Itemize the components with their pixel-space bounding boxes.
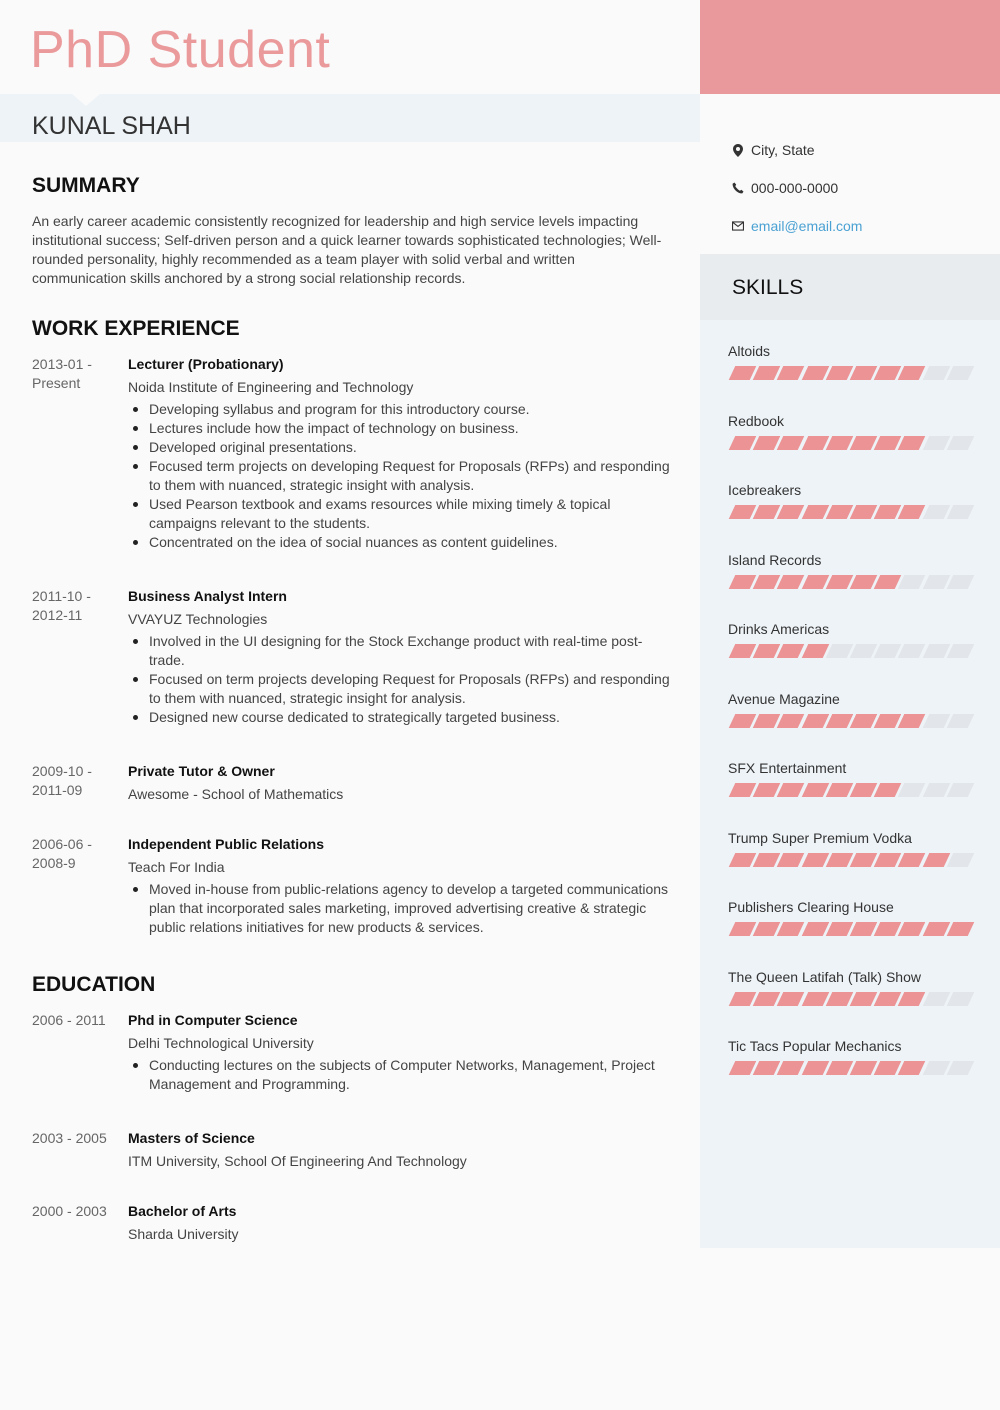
education-degree: Phd in Computer Science (128, 1012, 298, 1028)
skill-level-bar (728, 505, 973, 519)
skill-segment-filled (898, 1061, 926, 1075)
skill-segment-empty (826, 644, 854, 658)
skill-segment-filled (777, 783, 805, 797)
skill-level-bar (728, 436, 973, 450)
skill-segment-filled (826, 992, 854, 1006)
work-date: 2009-10 - 2011-09 (32, 763, 92, 798)
skill-segment-empty (922, 366, 950, 380)
skill-level-bar (728, 644, 973, 658)
skill-item (728, 1037, 973, 1075)
contact-email[interactable] (732, 218, 862, 234)
education-date: 2000 - 2003 (32, 1203, 107, 1219)
skill-name: Publishers Clearing House (728, 899, 894, 915)
skill-segment-filled (850, 366, 878, 380)
location-text: City, State (751, 142, 815, 158)
skill-segment-filled (729, 505, 757, 519)
skill-segment-filled (753, 436, 781, 450)
job-title: PhD Student (30, 21, 331, 79)
job-header (0, 0, 700, 94)
bullet-item: Designed new course dedicated to strategically targeted business. (128, 708, 673, 727)
skill-segment-filled (801, 853, 829, 867)
education-school: Delhi Technological University (128, 1035, 314, 1051)
bullet-item: Focused term projects on developing Request for Proposals (RFPs) and responding to them with nuanced, strategic insight with analysis. (128, 457, 673, 495)
skill-item (728, 759, 973, 797)
skill-name: Icebreakers (728, 482, 802, 498)
skill-segment-filled (777, 644, 805, 658)
skill-segment-filled (850, 783, 878, 797)
skill-segment-filled (801, 644, 829, 658)
skill-segment-filled (801, 922, 829, 936)
skill-segment-empty (947, 1061, 975, 1075)
skill-segment-filled (801, 505, 829, 519)
work-role: Independent Public Relations (128, 836, 325, 852)
skill-segment-filled (826, 1061, 854, 1075)
skill-segment-filled (850, 714, 878, 728)
skill-segment-filled (729, 853, 757, 867)
skill-segment-empty (947, 992, 975, 1006)
skill-segment-filled (729, 575, 757, 589)
skill-segment-filled (922, 922, 950, 936)
education-degree: Masters of Science (128, 1130, 255, 1146)
skill-segment-empty (850, 644, 878, 658)
skill-segment-filled (801, 575, 829, 589)
skill-name: Drinks Americas (728, 621, 830, 637)
phone-text: 000-000-0000 (751, 180, 839, 196)
skill-segment-filled (753, 714, 781, 728)
skill-segment-filled (729, 783, 757, 797)
skill-segment-filled (777, 1061, 805, 1075)
accent-block (700, 0, 1000, 94)
bullet-item: Concentrated on the idea of social nuances as content guidelines. (128, 533, 673, 552)
skill-level-bar (728, 1061, 973, 1075)
skill-segment-empty (947, 714, 975, 728)
name-band-notch (72, 94, 100, 106)
contact-info (700, 94, 1000, 254)
skill-segment-empty (922, 783, 950, 797)
skill-segment-filled (729, 644, 757, 658)
skill-segment-filled (729, 714, 757, 728)
skill-name: Tic Tacs Popular Mechanics (728, 1038, 902, 1054)
sidebar (700, 0, 1000, 1410)
skill-name: Trump Super Premium Vodka (728, 829, 912, 846)
education-bullets (128, 1056, 673, 1094)
skill-segment-filled (777, 575, 805, 589)
name-band (0, 94, 700, 142)
bullet-item: Developed original presentations. (128, 438, 673, 457)
skill-segment-empty (922, 644, 950, 658)
envelope-icon (732, 219, 744, 233)
skill-segment-filled (850, 1061, 878, 1075)
summary-text: An early career academic consistently recognized for leadership and high service levels impacting institutional success; Self-driven person and a quick learner towards sophisticated technologies; Well-rounded personality, highly recommended as a team player with solid verbal and written communication skills anchored by a strong social relationship records. (32, 213, 662, 286)
skill-segment-empty (898, 783, 926, 797)
skill-segment-empty (947, 853, 975, 867)
location-pin-icon (732, 143, 744, 157)
skill-item (728, 968, 973, 1006)
work-date: 2013-01 - Present (32, 356, 92, 391)
skill-segment-filled (729, 436, 757, 450)
contact-phone (732, 180, 838, 196)
skill-segment-empty (947, 436, 975, 450)
skill-segment-filled (850, 575, 878, 589)
skill-segment-filled (801, 436, 829, 450)
skill-segment-filled (898, 436, 926, 450)
skill-segment-empty (898, 575, 926, 589)
phone-icon (732, 181, 744, 195)
skill-segment-filled (826, 575, 854, 589)
bullet-item: Moved in-house from public-relations agency to develop a targeted communications plan that incorporated sales marketing, improved advertising creative & strategic public relations initiatives for new products & services. (128, 880, 673, 937)
skill-segment-filled (898, 505, 926, 519)
skill-segment-filled (898, 853, 926, 867)
skill-segment-empty (922, 992, 950, 1006)
skill-segment-filled (874, 714, 902, 728)
bullet-item: Focused on term projects developing Request for Proposals (RFPs) and responding to them with nuanced, strategic insight for analysis. (128, 670, 673, 708)
skill-segment-filled (777, 922, 805, 936)
bullet-item: Used Pearson textbook and exams resources while mixing timely & topical campaigns relevant to the students. (128, 495, 673, 533)
skill-segment-filled (922, 853, 950, 867)
skill-segment-filled (850, 992, 878, 1006)
skill-name: Island Records (728, 551, 822, 568)
skill-segment-empty (922, 575, 950, 589)
skill-level-bar (728, 853, 973, 867)
skill-segment-empty (947, 505, 975, 519)
skill-segment-empty (922, 436, 950, 450)
skill-item (728, 342, 973, 380)
skill-segment-filled (729, 992, 757, 1006)
work-role: Private Tutor & Owner (128, 763, 275, 779)
education-title: EDUCATION (32, 973, 156, 996)
skill-segment-filled (874, 436, 902, 450)
skill-segment-filled (898, 992, 926, 1006)
bullet-item: Involved in the UI designing for the Stock Exchange product with real-time post-trade. (128, 632, 673, 670)
skills-title: SKILLS (732, 276, 804, 299)
summary-title: SUMMARY (32, 174, 140, 197)
skill-segment-filled (753, 992, 781, 1006)
skill-level-bar (728, 783, 973, 797)
skill-segment-filled (826, 505, 854, 519)
skill-segment-filled (826, 853, 854, 867)
bullet-item: Developing syllabus and program for this introductory course. (128, 400, 673, 419)
skill-segment-filled (777, 436, 805, 450)
skill-segment-filled (947, 922, 975, 936)
skill-level-bar (728, 714, 973, 728)
skill-segment-filled (826, 366, 854, 380)
skill-segment-filled (729, 366, 757, 380)
contact-location (732, 142, 815, 158)
skill-segment-filled (777, 714, 805, 728)
bullet-item: Lectures include how the impact of technology on business. (128, 419, 673, 438)
skill-item (728, 481, 973, 519)
skill-segment-filled (874, 575, 902, 589)
education-school: Sharda University (128, 1226, 239, 1242)
skill-item (728, 898, 973, 936)
skill-segment-filled (826, 922, 854, 936)
work-org: Noida Institute of Engineering and Technology (128, 379, 414, 395)
skill-segment-empty (947, 366, 975, 380)
work-bullets (128, 400, 673, 552)
skill-segment-filled (898, 922, 926, 936)
skill-item (728, 690, 973, 728)
work-bullets (128, 632, 673, 727)
work-date: 2006-06 - 2008-9 (32, 836, 92, 871)
skill-segment-filled (826, 783, 854, 797)
skill-segment-empty (922, 1061, 950, 1075)
skill-segment-filled (777, 505, 805, 519)
skill-segment-filled (801, 714, 829, 728)
skill-segment-filled (753, 575, 781, 589)
skills-header (700, 254, 1000, 320)
skill-name: Altoids (728, 343, 771, 359)
skill-segment-filled (874, 853, 902, 867)
candidate-name: KUNAL SHAH (32, 112, 191, 140)
education-date: 2003 - 2005 (32, 1130, 107, 1146)
skill-segment-empty (947, 644, 975, 658)
bullet-item: Conducting lectures on the subjects of Computer Networks, Management, Project Management and Programming. (128, 1056, 673, 1094)
skill-segment-filled (874, 992, 902, 1006)
skill-name: SFX Entertainment (728, 760, 847, 776)
skill-segment-filled (801, 783, 829, 797)
skill-level-bar (728, 575, 973, 589)
skill-item (728, 829, 973, 867)
email-link[interactable]: email@email.com (751, 218, 863, 234)
work-bullets (128, 880, 673, 937)
skill-segment-filled (898, 714, 926, 728)
skill-segment-filled (850, 922, 878, 936)
skill-segment-empty (922, 714, 950, 728)
skill-name: Avenue Magazine (728, 690, 840, 707)
skill-segment-empty (898, 644, 926, 658)
skill-segment-filled (777, 853, 805, 867)
education-degree: Bachelor of Arts (128, 1203, 237, 1219)
skill-segment-filled (777, 992, 805, 1006)
work-org: VVAYUZ Technologies (128, 611, 268, 627)
work-org: Teach For India (128, 859, 225, 875)
work-experience-title: WORK EXPERIENCE (32, 317, 240, 340)
skill-segment-filled (850, 853, 878, 867)
work-role: Business Analyst Intern (128, 588, 287, 604)
skill-segment-filled (753, 853, 781, 867)
skill-segment-filled (729, 922, 757, 936)
skill-item (728, 551, 973, 589)
skill-name: Redbook (728, 412, 785, 429)
skill-segment-filled (729, 1061, 757, 1075)
skill-name: The Queen Latifah (Talk) Show (728, 968, 921, 985)
skill-segment-filled (826, 436, 854, 450)
work-role: Lecturer (Probationary) (128, 356, 284, 372)
skill-segment-filled (801, 366, 829, 380)
skill-segment-filled (898, 366, 926, 380)
skill-level-bar (728, 366, 973, 380)
skill-segment-filled (850, 436, 878, 450)
skill-segment-filled (777, 366, 805, 380)
skill-level-bar (728, 992, 973, 1006)
skill-segment-empty (922, 505, 950, 519)
education-school: ITM University, School Of Engineering And Technology (128, 1153, 467, 1169)
skill-segment-filled (826, 714, 854, 728)
skill-segment-filled (801, 1061, 829, 1075)
skill-item (728, 620, 973, 658)
work-org: Awesome - School of Mathematics (128, 786, 344, 802)
skill-item (728, 412, 973, 450)
skill-segment-empty (947, 575, 975, 589)
skills-panel (700, 320, 1000, 1248)
skill-level-bar (728, 922, 973, 936)
education-date: 2006 - 2011 (32, 1012, 106, 1028)
work-date: 2011-10 - 2012-11 (32, 588, 91, 623)
skill-segment-filled (850, 505, 878, 519)
skill-segment-empty (947, 783, 975, 797)
skill-segment-filled (801, 992, 829, 1006)
